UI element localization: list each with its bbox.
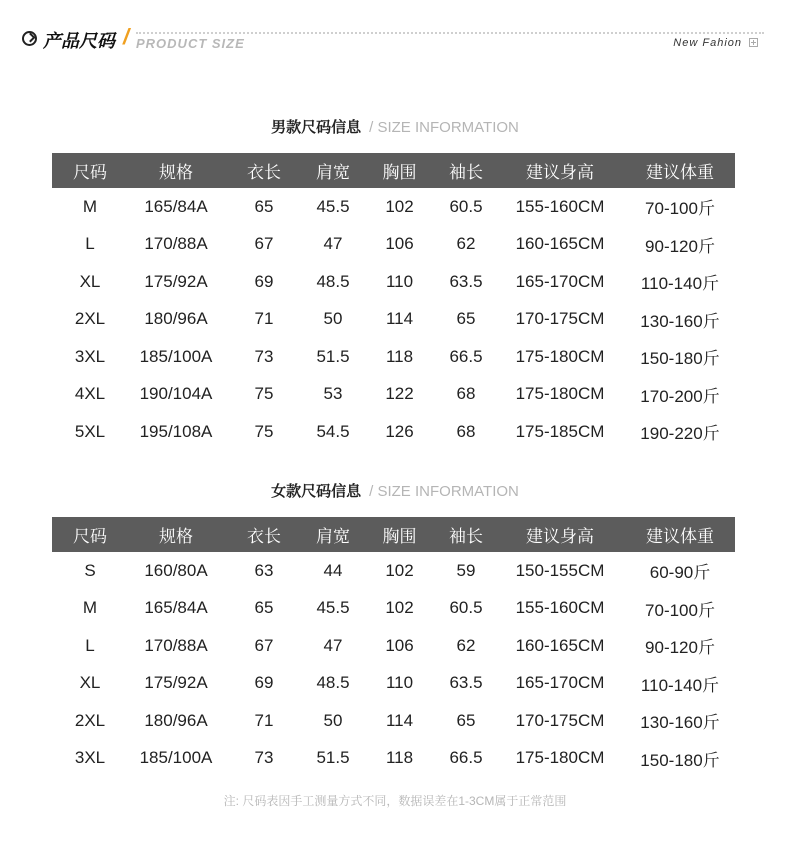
- women-subtitle: / SIZE INFORMATION: [369, 483, 519, 500]
- table-cell: 4XL: [74, 384, 106, 404]
- table-cell: 66.5: [449, 346, 483, 366]
- table-row: [52, 627, 735, 665]
- table-row: [52, 301, 735, 339]
- table-cell: 155-160CM: [515, 196, 605, 216]
- table-cell: 118: [385, 748, 414, 768]
- table-cell: 165-170CM: [515, 673, 605, 693]
- table-cell: 175-180CM: [515, 346, 605, 366]
- table-cell: 68: [456, 384, 476, 404]
- column-header: 肩宽: [304, 153, 362, 188]
- table-cell: 195/108A: [139, 421, 213, 441]
- table-cell: 3XL: [74, 346, 106, 366]
- table-cell: 69: [254, 271, 274, 291]
- table-cell: 122: [385, 384, 414, 404]
- table-row: [52, 413, 735, 451]
- table-cell: 75: [254, 421, 274, 441]
- table-cell: 69: [254, 673, 274, 693]
- table-cell: 175/92A: [144, 271, 208, 291]
- table-cell: 110: [385, 271, 414, 291]
- table-cell: 170-175CM: [515, 309, 605, 329]
- table-cell: 73: [254, 346, 274, 366]
- dotted-divider: [136, 32, 764, 34]
- table-cell: 170-175CM: [515, 710, 605, 730]
- table-cell: 47: [323, 635, 343, 655]
- table-cell: 175-180CM: [515, 748, 605, 768]
- table-cell: 50: [323, 309, 343, 329]
- table-cell: 63.5: [449, 673, 483, 693]
- table-cell: 70-100斤: [645, 199, 715, 219]
- table-row: [52, 702, 735, 740]
- table-cell: 65: [254, 196, 274, 216]
- table-cell: 130-160斤: [640, 311, 720, 331]
- table-row: [52, 188, 735, 226]
- table-cell: 63: [254, 560, 274, 580]
- table-row: [52, 263, 735, 301]
- table-cell: L: [85, 234, 95, 254]
- column-header: 尺码: [52, 517, 128, 552]
- table-cell: 60.5: [449, 598, 483, 618]
- table-cell: 63.5: [449, 271, 483, 291]
- table-row: [52, 338, 735, 376]
- table-cell: 165/84A: [144, 196, 208, 216]
- table-cell: 5XL: [74, 421, 106, 441]
- table-cell: 44: [323, 560, 343, 580]
- column-header: 肩宽: [304, 517, 362, 552]
- table-cell: 66.5: [449, 748, 483, 768]
- women-size-table: [52, 517, 735, 777]
- table-cell: 126: [385, 421, 414, 441]
- women-title: 女款尺码信息: [271, 483, 362, 500]
- column-header: 衣长: [224, 153, 304, 188]
- table-cell: 106: [385, 234, 414, 254]
- table-cell: 150-180斤: [640, 750, 720, 770]
- table-cell: 53: [323, 384, 343, 404]
- table-cell: 50: [323, 710, 343, 730]
- table-cell: 106: [385, 635, 414, 655]
- table-cell: 110: [385, 673, 414, 693]
- table-cell: 60-90斤: [649, 563, 711, 583]
- table-cell: 54.5: [316, 421, 350, 441]
- column-header: 规格: [128, 517, 224, 552]
- table-cell: 160-165CM: [515, 234, 605, 254]
- table-cell: 65: [254, 598, 274, 618]
- section-header: [22, 24, 772, 54]
- table-cell: 155-160CM: [515, 598, 605, 618]
- table-cell: 47: [323, 234, 343, 254]
- header-tagline: New Fahion: [673, 37, 742, 49]
- column-header: 规格: [128, 153, 224, 188]
- table-row: [52, 740, 735, 778]
- header-title: 产品尺码: [43, 31, 115, 51]
- table-header-row: [52, 517, 735, 552]
- table-cell: S: [84, 560, 96, 580]
- table-cell: 130-160斤: [640, 713, 720, 733]
- table-cell: 180/96A: [144, 710, 208, 730]
- table-cell: 51.5: [316, 748, 350, 768]
- column-header: 胸围: [362, 517, 437, 552]
- table-cell: 90-120斤: [645, 638, 715, 658]
- table-row: [52, 552, 735, 590]
- table-cell: 48.5: [316, 271, 350, 291]
- table-cell: 150-180斤: [640, 349, 720, 369]
- table-cell: 90-120斤: [645, 236, 715, 256]
- table-cell: 70-100斤: [645, 600, 715, 620]
- table-cell: 165-170CM: [515, 271, 605, 291]
- column-header: 尺码: [52, 153, 128, 188]
- table-cell: 110-140斤: [640, 675, 720, 695]
- table-cell: 190-220斤: [640, 424, 720, 444]
- table-cell: 185/100A: [139, 346, 213, 366]
- column-header: 衣长: [224, 517, 304, 552]
- column-header: 建议身高: [495, 153, 625, 188]
- table-cell: 160/80A: [144, 560, 208, 580]
- column-header: 胸围: [362, 153, 437, 188]
- table-cell: 65: [456, 309, 476, 329]
- table-cell: 160-165CM: [515, 635, 605, 655]
- column-header: 袖长: [437, 153, 495, 188]
- table-cell: 110-140斤: [640, 274, 720, 294]
- table-cell: 2XL: [74, 710, 106, 730]
- men-title: 男款尺码信息: [271, 119, 362, 136]
- table-cell: 165/84A: [144, 598, 208, 618]
- table-cell: 59: [456, 560, 476, 580]
- table-cell: 51.5: [316, 346, 350, 366]
- table-cell: 175-185CM: [515, 421, 605, 441]
- table-cell: 45.5: [316, 196, 350, 216]
- table-cell: 2XL: [74, 309, 106, 329]
- table-cell: 67: [254, 635, 274, 655]
- table-cell: XL: [79, 673, 101, 693]
- column-header: 建议体重: [625, 517, 735, 552]
- table-cell: 180/96A: [144, 309, 208, 329]
- column-header: 袖长: [437, 517, 495, 552]
- table-cell: M: [82, 196, 98, 216]
- table-cell: 71: [254, 710, 274, 730]
- table-cell: 62: [456, 234, 476, 254]
- table-cell: 190/104A: [139, 384, 213, 404]
- column-header: 建议身高: [495, 517, 625, 552]
- table-cell: 118: [385, 346, 414, 366]
- measurement-note: 注: 尺码表因手工测量方式不同，数据误差在1-3CM属于正常范围: [223, 794, 567, 808]
- table-row: [52, 665, 735, 703]
- header-subtitle: PRODUCT SIZE: [136, 36, 245, 51]
- table-cell: 150-155CM: [515, 560, 605, 580]
- table-header-row: [52, 153, 735, 188]
- table-row: [52, 226, 735, 264]
- women-section-title: [0, 480, 790, 502]
- circle-arrow-icon: [22, 31, 37, 46]
- men-section-title: [0, 116, 790, 138]
- table-cell: XL: [79, 271, 101, 291]
- table-cell: M: [82, 598, 98, 618]
- table-cell: 170/88A: [144, 635, 208, 655]
- table-cell: 102: [385, 560, 414, 580]
- table-cell: 67: [254, 234, 274, 254]
- table-cell: L: [85, 635, 95, 655]
- table-cell: 48.5: [316, 673, 350, 693]
- table-cell: 75: [254, 384, 274, 404]
- table-cell: 71: [254, 309, 274, 329]
- table-cell: 62: [456, 635, 476, 655]
- men-subtitle: / SIZE INFORMATION: [369, 119, 519, 136]
- table-cell: 65: [456, 710, 476, 730]
- table-cell: 3XL: [74, 748, 106, 768]
- table-cell: 175/92A: [144, 673, 208, 693]
- table-cell: 114: [385, 710, 414, 730]
- table-cell: 60.5: [449, 196, 483, 216]
- table-cell: 45.5: [316, 598, 350, 618]
- table-cell: 170-200斤: [640, 386, 720, 406]
- table-row: [52, 376, 735, 414]
- table-cell: 175-180CM: [515, 384, 605, 404]
- table-cell: 73: [254, 748, 274, 768]
- table-cell: 114: [385, 309, 414, 329]
- table-cell: 102: [385, 196, 414, 216]
- table-cell: 102: [385, 598, 414, 618]
- men-size-table: [52, 153, 735, 451]
- column-header: 建议体重: [625, 153, 735, 188]
- table-row: [52, 590, 735, 628]
- table-cell: 170/88A: [144, 234, 208, 254]
- header-slash: /: [123, 24, 130, 49]
- table-cell: 68: [456, 421, 476, 441]
- table-cell: 185/100A: [139, 748, 213, 768]
- plus-icon: [749, 38, 758, 47]
